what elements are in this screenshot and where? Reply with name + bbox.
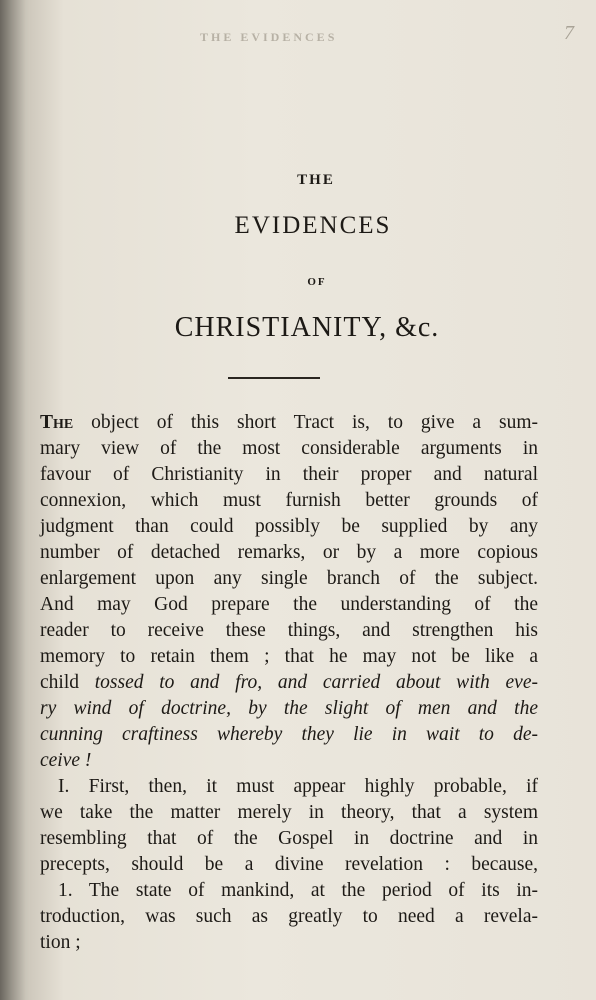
book-gutter <box>0 0 34 1000</box>
text-line: precepts, should be a divine revelation : because, <box>40 854 538 875</box>
text-line: And may God prepare the understanding of the <box>40 594 538 615</box>
text-line: judgment than could possibly be supplied by any <box>40 516 538 537</box>
text-line: connexion, which must furnish better grounds of <box>40 490 538 511</box>
running-head: THE EVIDENCES <box>200 30 338 44</box>
text-line: The object of this short Tract is, to give a sum- <box>40 412 538 433</box>
text-line: ceive ! <box>40 750 92 771</box>
text-line: reader to receive these things, and strengthen his <box>40 620 538 641</box>
opening-word: The <box>40 412 74 433</box>
body-text <box>40 410 538 956</box>
text-line: I. First, then, it must appear highly probable, if <box>58 776 538 797</box>
text-line: number of detached remarks, or by a more copious <box>40 542 538 563</box>
text-line: tion ; <box>40 932 81 953</box>
text-line: enlargement upon any single branch of the subject. <box>40 568 538 589</box>
text-line: memory to retain them ; that he may not be like a <box>40 646 538 667</box>
page-number: 7 <box>564 22 574 44</box>
text-line: troduction, was such as greatly to need a revela- <box>40 906 538 927</box>
text-line: resembling that of the Gospel in doctrine and in <box>40 828 538 849</box>
text-line: child tossed to and fro, and carried about with eve- <box>40 672 538 693</box>
text-line: cunning craftiness whereby they lie in wait to de- <box>40 724 538 745</box>
text-line: 1. The state of mankind, at the period of its in- <box>58 880 538 901</box>
text-line: favour of Christianity in their proper and natural <box>40 464 538 485</box>
title-evidences: EVIDENCES <box>234 212 392 239</box>
title-the: THE <box>297 172 335 188</box>
text-line: we take the matter merely in theory, that a system <box>40 802 538 823</box>
title-of: OF <box>307 276 327 288</box>
text-line: mary view of the most considerable arguments in <box>40 438 538 459</box>
text-line: ry wind of doctrine, by the slight of men and the <box>40 698 538 719</box>
title-rule <box>228 377 320 379</box>
title-christianity: CHRISTIANITY, &c. <box>174 312 440 343</box>
